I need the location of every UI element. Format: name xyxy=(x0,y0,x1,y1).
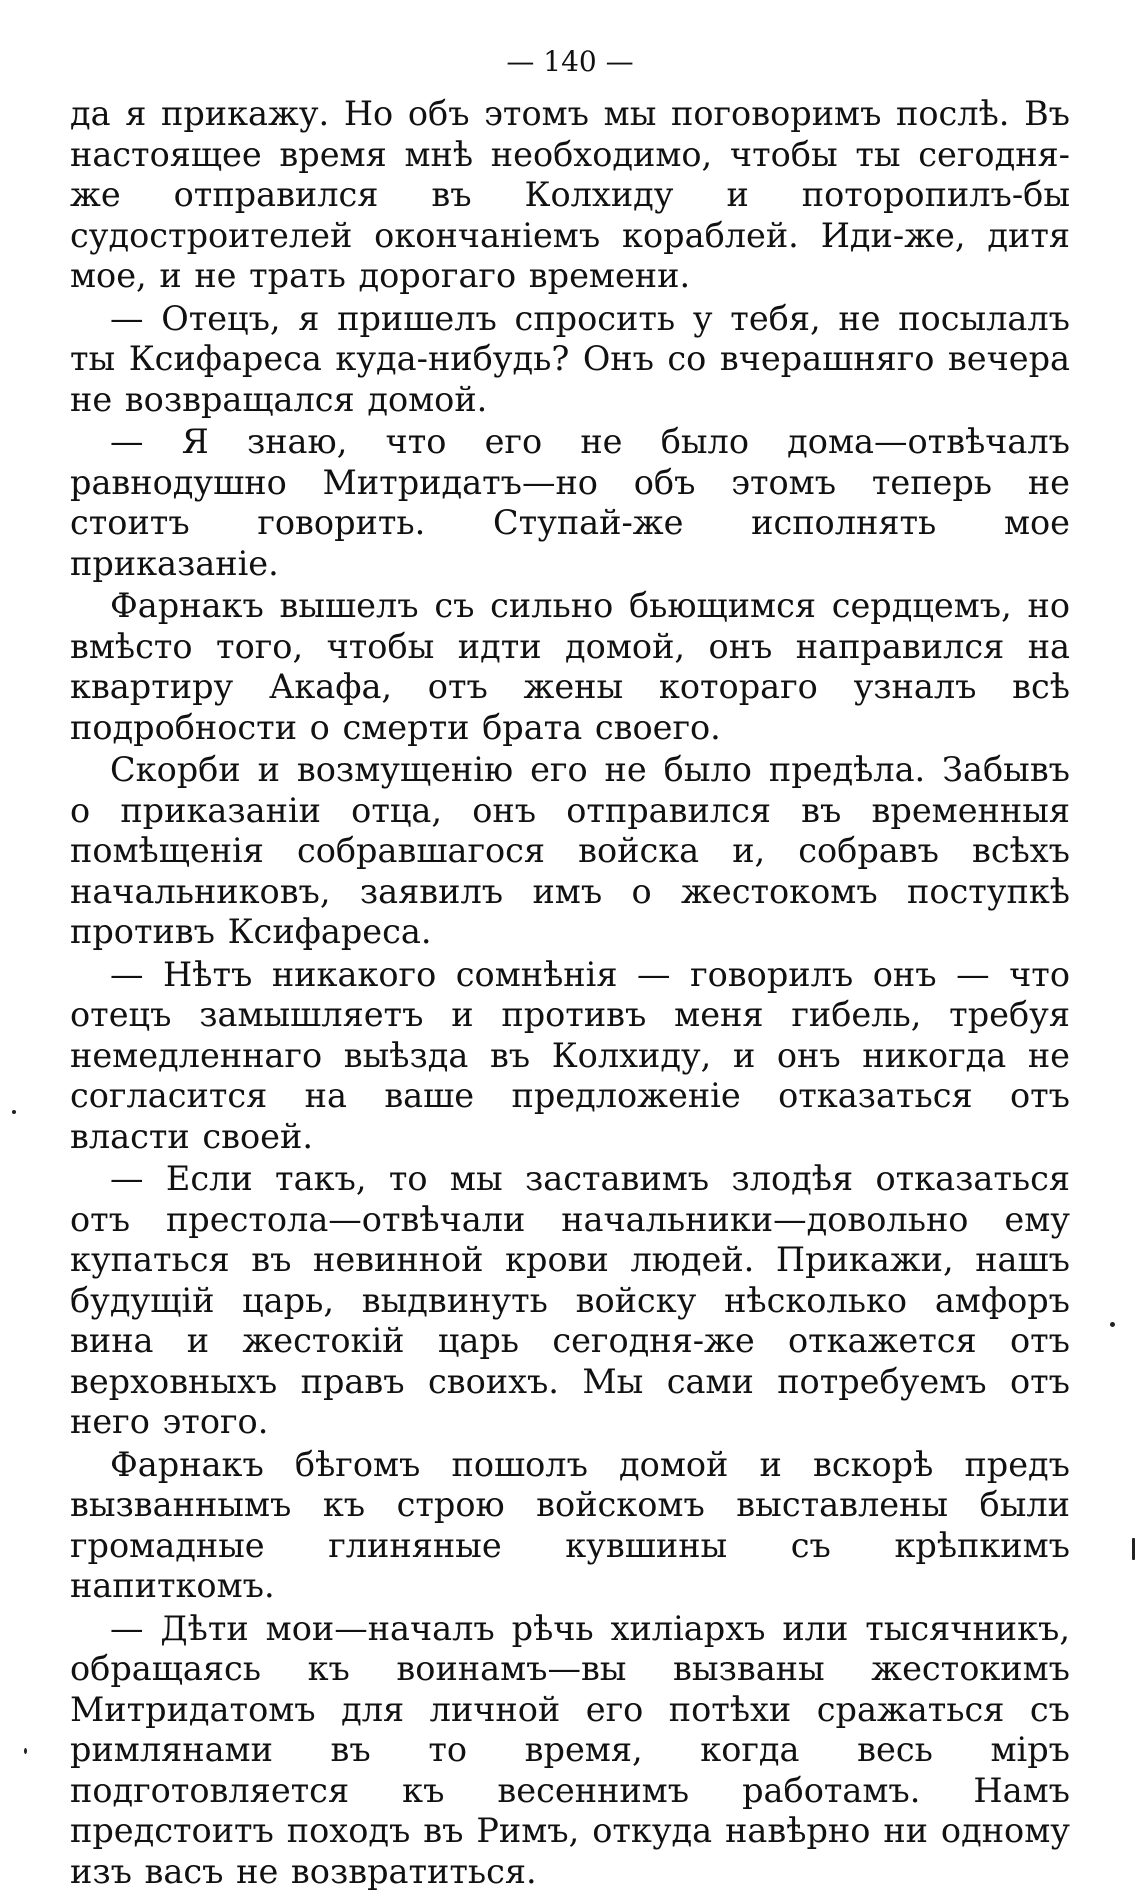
scan-speck xyxy=(1132,1538,1135,1560)
page-number: — 140 — xyxy=(506,45,634,78)
paragraph: — Я знаю, что его не было дома—отвѣчалъ равнодушно Митридатъ—но объ этомъ теперь не стоитъ говорить. Ступай-же исполнять мое приказанiе. xyxy=(70,422,1070,583)
scan-speck xyxy=(1110,1322,1115,1327)
paragraph: — Если такъ, то мы заставимъ злодѣя отказаться отъ престола—отвѣчали начальники—довольно ему купаться въ невинной крови людей. Прикажи, нашъ будущiй царь, выдвинуть войску нѣсколько амфоръ вина и жестокiй царь сегодня-же откажется отъ верховныхъ правъ своихъ. Мы сами потребуемъ отъ него этого. xyxy=(70,1159,1070,1441)
paragraph: да я прикажу. Но объ этомъ мы поговоримъ послѣ. Въ настоящее время мнѣ необходимо, чтобы ты сегодня-же отправился въ Колхиду и поторопилъ-бы судостроителей окончанiемъ кораблей. Иди-же, дитя мое, и не трать дорогаго времени. xyxy=(70,94,1070,295)
book-page xyxy=(70,40,1070,1894)
scan-speck xyxy=(12,1110,16,1114)
scan-speck xyxy=(24,1748,27,1754)
paragraph: — Дѣти мои—началъ рѣчь хилiархъ или тысячникъ, обращаясь къ воинамъ—вы вызваны жестокимъ Митридатомъ для личной его потѣхи сражаться съ римлянами въ то время, когда весь мiръ подготовляется къ весеннимъ работамъ. Намъ предстоитъ походъ въ Римъ, откуда навѣрно ни одному изъ васъ не возвратиться. xyxy=(70,1608,1070,1891)
paragraph: Фарнакъ бѣгомъ пошолъ домой и вскорѣ предъ вызваннымъ къ строю войскомъ выставлены были громадные глиняные кувшины съ крѣпкимъ напиткомъ. xyxy=(70,1444,1070,1605)
page-text xyxy=(70,94,1070,1892)
paragraph: Скорби и возмущенiю его не было предѣла. Забывъ о приказанiи отца, онъ отправился въ временныя помѣщенiя собравшагося войска и, собравъ всѣхъ начальниковъ, заявилъ имъ о жестокомъ поступкѣ противъ Ксифареса. xyxy=(70,750,1070,951)
paragraph: Фарнакъ вышелъ съ сильно бьющимся сердцемъ, но вмѣсто того, чтобы идти домой, онъ направился на квартиру Акафа, отъ жены котораго узналъ всѣ подробности о смерти брата своего. xyxy=(70,586,1070,747)
paragraph: — Нѣтъ никакого сомнѣнiя — говорилъ онъ — что отецъ замышляетъ и противъ меня гибель, требуя немедленнаго выѣзда въ Колхиду, и онъ никогда не согласится на ваше предложенiе отказаться отъ власти своей. xyxy=(70,954,1070,1156)
paragraph: — Отецъ, я пришелъ спросить у тебя, не посылалъ ты Ксифареса куда-нибудь? Онъ со вчерашняго вечера не возвращался домой. xyxy=(70,298,1070,419)
